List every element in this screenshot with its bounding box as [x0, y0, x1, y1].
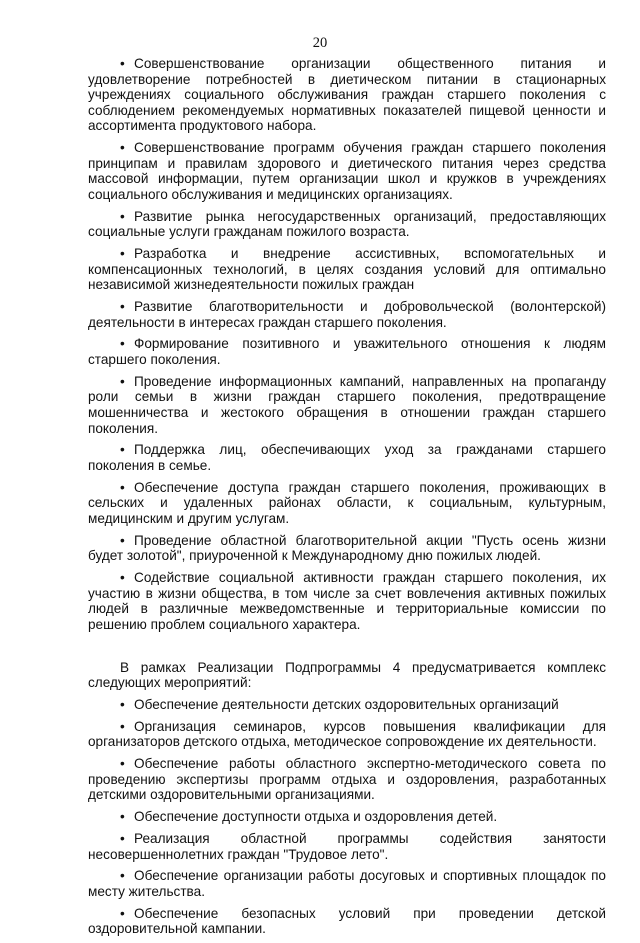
list-item: • Проведение областной благотворительной акции "Пусть осень жизни будет золотой", приуроченной к Международному дню пожилых людей.: [88, 533, 606, 564]
list-item: • Обеспечение работы областного экспертно-методического совета по проведению экспертизы программ отдыха и оздоровления, разработанных детскими оздоровительными организациями.: [88, 756, 606, 803]
list-item: • Организация семинаров, курсов повышения квалификации для организаторов детского отдыха, методическое сопровождение их деятельности.: [88, 719, 606, 750]
list-item: • Разработка и внедрение ассистивных, вспомогательных и компенсационных технологий, в целях создания условий для оптимально независимой жизнедеятельности пожилых граждан: [88, 246, 606, 293]
section-spacer: [88, 639, 606, 660]
list-item: • Содействие социальной активности граждан старшего поколения, их участию в жизни общества, в том числе за счет вовлечения активных пожилых людей в различные межведомственные и территориальные комиссии по решению проблем социального характера.: [88, 570, 606, 632]
list-item: • Обеспечение деятельности детских оздоровительных организаций: [88, 697, 606, 713]
list-item: • Совершенствование программ обучения граждан старшего поколения принципам и правилам здорового и диетического питания через средства массовой информации, путем организации школ и кружков в учреждениях социального обслуживания и медицинских организациях.: [88, 140, 606, 202]
list-item: • Обеспечение безопасных условий при проведении детской оздоровительной кампании.: [88, 906, 606, 937]
list-item: • Развитие рынка негосударственных организаций, предоставляющих социальные услуги гражданам пожилого возраста.: [88, 209, 606, 240]
list-item: • Обеспечение доступности отдыха и оздоровления детей.: [88, 809, 606, 825]
page-content: [88, 56, 606, 943]
section-intro: В рамках Реализации Подпрограммы 4 предусматривается комплекс следующих мероприятий:: [88, 659, 606, 691]
list-item: • Проведение информационных кампаний, направленных на пропаганду роли семьи в жизни граждан старшего поколения, предотвращение мошенничества и жестокого обращения в отношении граждан старшего поколения.: [88, 374, 606, 436]
list-item: • Реализация областной программы содействия занятости несовершеннолетних граждан "Трудовое лето".: [88, 831, 606, 862]
list-item: • Совершенствование организации общественного питания и удовлетворение потребностей в диетическом питании в стационарных учреждениях социального обслуживания граждан старшего поколения с соблюдением рекомендуемых нормативных показателей пищевой ценности и ассортимента продуктового набора.: [88, 56, 606, 134]
list-item: • Обеспечение доступа граждан старшего поколения, проживающих в сельских и удаленных районах области, к социальным, культурным, медицинским и другим услугам.: [88, 480, 606, 527]
list-item: • Обеспечение организации работы досуговых и спортивных площадок по месту жительства.: [88, 868, 606, 899]
page-number: 20: [312, 35, 328, 51]
list-item: • Формирование позитивного и уважительного отношения к людям старшего поколения.: [88, 336, 606, 367]
list-item: • Развитие благотворительности и добровольческой (волонтерской) деятельности в интересах граждан старшего поколения.: [88, 299, 606, 330]
list-item: • Поддержка лиц, обеспечивающих уход за гражданами старшего поколения в семье.: [88, 442, 606, 473]
